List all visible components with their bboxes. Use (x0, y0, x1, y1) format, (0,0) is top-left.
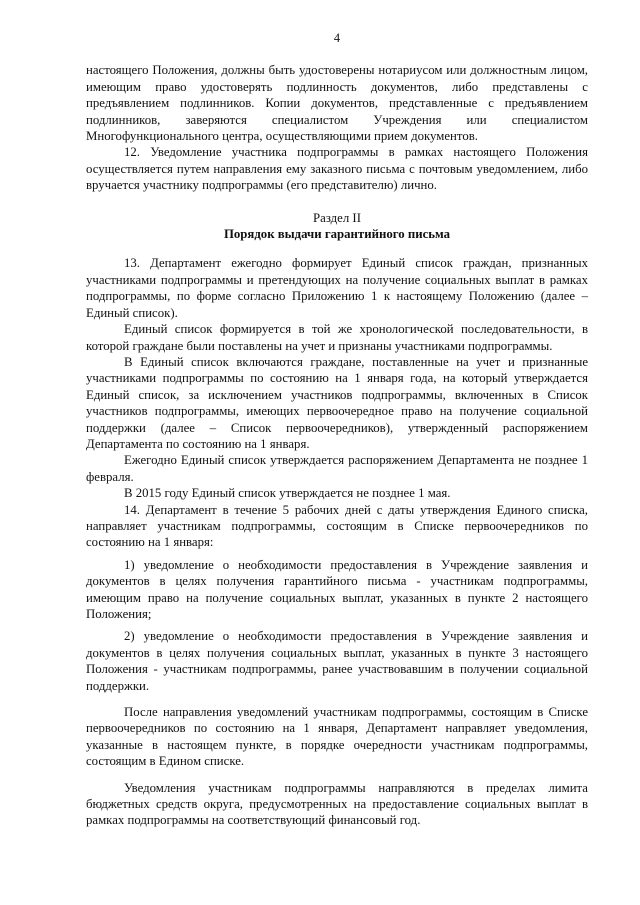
section-body (86, 255, 588, 828)
paragraph-14: 14. Департамент в течение 5 рабочих дней с даты утверждения Единого списка, направляет участникам подпрограммы, состоящим в Списке первоочередников по состоянию на 1 января: (86, 502, 588, 550)
paragraph-13b: В Единый список включаются граждане, поставленные на учет и признанные участниками подпрограммы по состоянию на 1 января года, на который утверждается Единый список, за исключением участников подпрограммы, включенных в Список участников подпрограммы, имеющих первоочередное право на получение социальной поддержки (далее – Список первоочередников), утвержденный распоряжением Департамента по состоянию на 1 января. (86, 354, 588, 451)
paragraph-12: 12. Уведомление участника подпрограммы в рамках настоящего Положения осуществляется путем направления ему заказного письма с почтовым уведомлением, либо вручается участнику подпрограммы (его представителю) лично. (86, 145, 588, 193)
paragraph-13d: В 2015 году Единый список утверждается не позднее 1 мая. (124, 486, 451, 501)
paragraph-13: 13. Департамент ежегодно формирует Единый список граждан, признанных участниками подпрограммы и претендующих на получение социальных выплат в рамках подпрограммы, по форме согласно Приложению 1 к настоящему Положению (далее – Единый список). (86, 256, 588, 320)
section-heading: Раздел II (313, 210, 361, 225)
paragraph-13c: Ежегодно Единый список утверждается распоряжением Департамента не позднее 1 февраля. (86, 453, 588, 484)
paragraph-continued: настоящего Положения, должны быть удостоверены нотариусом или должностным лицом, имеющим право удостоверять подлинность документов, либо представлены с предъявлением подлинников. Копии документов, представленные с предъявлением подлинников, заверяются специалистом Учреждения или специалистом Многофункционального центра, осуществляющими прием документов. (86, 63, 588, 144)
paragraph-13a: Единый список формируется в той же хронологической последовательности, в которой граждане были поставлены на учет и признаны участниками подпрограммы. (86, 322, 588, 353)
paragraph-14-3: После направления уведомлений участникам подпрограммы, состоящим в Списке первоочередников по состоянию на 1 января, Департамент направляет уведомления, указанные в настоящем пункте, в порядке очередности участникам подпрограммы, состоящим в Едином списке. (86, 705, 588, 769)
page-number: 4 (333, 31, 341, 45)
paragraph-14-1: 1) уведомление о необходимости предоставления в Учреждение заявления и документов в целях получения гарантийного письма - участникам подпрограммы, имеющим право на получение социальных выплат, указанных в пункте 2 настоящего Положения; (86, 557, 588, 621)
paragraph-14-2: 2) уведомление о необходимости предоставления в Учреждение заявления и документов в целях получения социальных выплат, указанных в пункте 3 настоящего Положения - участникам подпрограммы, ранее участвовавшим в получении социальной поддержки. (86, 629, 588, 693)
paragraph-14-4: Уведомления участникам подпрограммы направляются в пределах лимита бюджетных средств округа, предусмотренных на предоставление социальных выплат в рамках подпрограммы на соответствующий финансовый год. (86, 780, 588, 828)
section-title: Порядок выдачи гарантийного письма (223, 227, 451, 242)
